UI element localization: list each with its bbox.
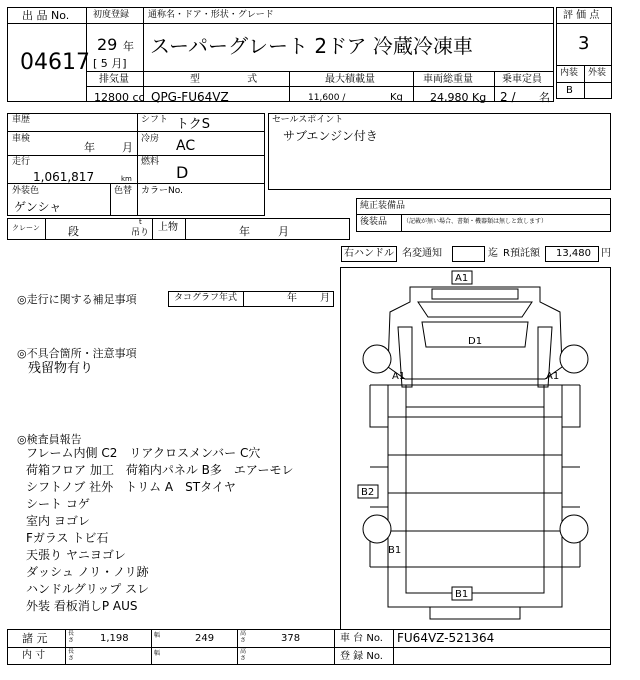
fuel-value: D	[176, 163, 189, 182]
crane-t: t	[139, 218, 142, 226]
right-hand-label: 右ハンドル	[344, 248, 394, 259]
max-load-unit: Kg	[390, 92, 403, 103]
defect-value: 残留物有り	[28, 361, 94, 376]
mileage-label: 走行	[12, 157, 31, 167]
height-value: 378	[281, 633, 301, 644]
mark-a1-front: A1	[455, 273, 469, 284]
mileage-value: 1,061,817	[33, 170, 95, 184]
mark-a1-left: A1	[392, 371, 406, 382]
gross-weight-value: 24,980 Kg	[430, 91, 487, 104]
mark-b1-left: B1	[388, 545, 402, 556]
reg-label: 初度登録	[93, 10, 130, 20]
chassis-label: 車 台 No.	[340, 633, 383, 644]
inner-height-label: 高さ	[240, 648, 247, 662]
gross-weight-label: 車両総重量	[423, 74, 473, 85]
capacity-label: 乗車定員	[502, 74, 542, 85]
inner-length-label: 長さ	[68, 648, 75, 662]
name-change-label: 名変通知	[402, 248, 442, 259]
report-line: シフトノブ 社外 トリム A STタイヤ	[26, 480, 236, 494]
crane-year: 年	[239, 225, 250, 238]
recycle-value: 13,480	[556, 248, 591, 259]
year-unit: 年	[123, 40, 134, 53]
displacement-label: 排気量	[99, 74, 129, 85]
height-label: 高さ	[240, 630, 247, 644]
deposit-label: 迄	[488, 248, 498, 259]
width-label: 幅	[154, 632, 161, 639]
exterior-label: 外装	[588, 68, 607, 78]
model-value: QPG-FU64VZ	[151, 90, 229, 104]
reg-year: 29	[97, 35, 118, 54]
capacity-unit: 名	[539, 91, 550, 104]
max-load-value: 11,600 /	[308, 93, 346, 103]
tachograph-year: 年	[287, 293, 297, 304]
interior-label: 内装	[560, 68, 579, 78]
mileage-unit: km	[121, 175, 132, 183]
name-label: 通称名・ドア・形状・グレード	[148, 10, 274, 20]
ac-label: 冷房	[141, 134, 160, 144]
equipment-label: 純正装備品	[360, 201, 406, 211]
crane-month: 月	[278, 225, 289, 238]
shift-label: シフト	[141, 115, 169, 125]
inspector-title: ◎検査員報告	[17, 433, 82, 446]
register-label: 登 録 No.	[340, 651, 383, 662]
inner-width-label: 幅	[154, 650, 161, 657]
crane-hoist: 吊り	[131, 228, 150, 238]
report-line: シート コゲ	[26, 497, 90, 511]
score-label: 評 価 点	[563, 10, 600, 21]
length-label: 長さ	[68, 630, 75, 644]
chassis-value: FU64VZ-521364	[397, 631, 495, 645]
crane-up-label: 上物	[158, 222, 178, 233]
report-line: フレーム内側 C2 リアクロスメンバー C穴	[26, 446, 261, 460]
fuel-label: 燃料	[141, 157, 160, 167]
report-line: ハンドルグリップ スレ	[26, 582, 150, 596]
mark-b1-rear: B1	[455, 589, 469, 600]
vehicle-name: スーパーグレート 2ドア 冷蔵冷凍車	[150, 34, 473, 58]
mark-a1-right: A1	[546, 371, 560, 382]
length-value: 1,198	[100, 633, 129, 644]
lot-label: 出 品 No.	[22, 9, 70, 22]
truck-diagram	[340, 267, 611, 630]
inspection-year: 年	[84, 141, 95, 154]
history-label: 車歴	[12, 115, 31, 125]
dim-label: 諸 元	[22, 632, 48, 645]
name-change-box	[452, 246, 485, 262]
defect-title: ◎不具合箇所・注意事項	[17, 347, 137, 360]
reg-month: [ 5 月]	[93, 57, 127, 70]
max-load-label: 最大積載量	[325, 74, 375, 85]
ac-value: AC	[176, 138, 196, 154]
inner-dim-label: 内 寸	[22, 650, 46, 661]
width-value: 249	[195, 633, 215, 644]
report-line: Fガラス トビ石	[26, 531, 109, 545]
tachograph-month: 月	[320, 293, 330, 304]
report-line: ダッシュ ノリ・ノリ跡	[26, 565, 149, 579]
score-value: 3	[578, 33, 590, 54]
report-line: 天張り ヤニヨゴレ	[26, 548, 126, 562]
mark-d1-windshield: D1	[468, 336, 483, 347]
mark-b2-left: B2	[361, 487, 375, 498]
supplement-title: ◎走行に関する補足事項	[17, 293, 137, 306]
sales-point-label: セールスポイント	[272, 115, 344, 125]
interior-grade: B	[566, 85, 573, 96]
sales-point-value: サブエンジン付き	[283, 129, 378, 143]
report-line: 荷箱フロア 加工 荷箱内パネル B多 エアーモレ	[26, 463, 294, 477]
tachograph-label: タコグラフ年式	[174, 293, 238, 303]
color-change-label: 色替	[114, 186, 133, 196]
recycle-label: R預託額	[503, 248, 540, 259]
inspection-label: 車検	[12, 134, 31, 144]
aftermarket-label: 後装品	[360, 217, 388, 227]
capacity-value: 2 /	[500, 90, 516, 104]
inspector-report	[26, 445, 294, 615]
inspection-month: 月	[122, 141, 133, 154]
aftermarket-note: （記載が無い場合、書類・機器類は無しと致します）	[403, 218, 548, 225]
report-line: 外装 看板消しP AUS	[26, 599, 138, 613]
crane-label: クレーン	[12, 224, 40, 232]
lot-number: 04617	[20, 50, 90, 75]
color-code-label: カラーNo.	[141, 186, 183, 196]
displacement-value: 12800 cc	[94, 91, 145, 104]
recycle-unit: 円	[601, 248, 611, 259]
color-label: 外装色	[12, 186, 40, 196]
crane-steps: 段	[68, 225, 79, 238]
report-line: 室内 ヨゴレ	[26, 514, 90, 528]
shift-value: トクS	[176, 117, 210, 132]
color-value: ゲンシャ	[14, 200, 62, 214]
crane-row	[7, 218, 350, 240]
model-label: 型 式	[190, 74, 280, 85]
